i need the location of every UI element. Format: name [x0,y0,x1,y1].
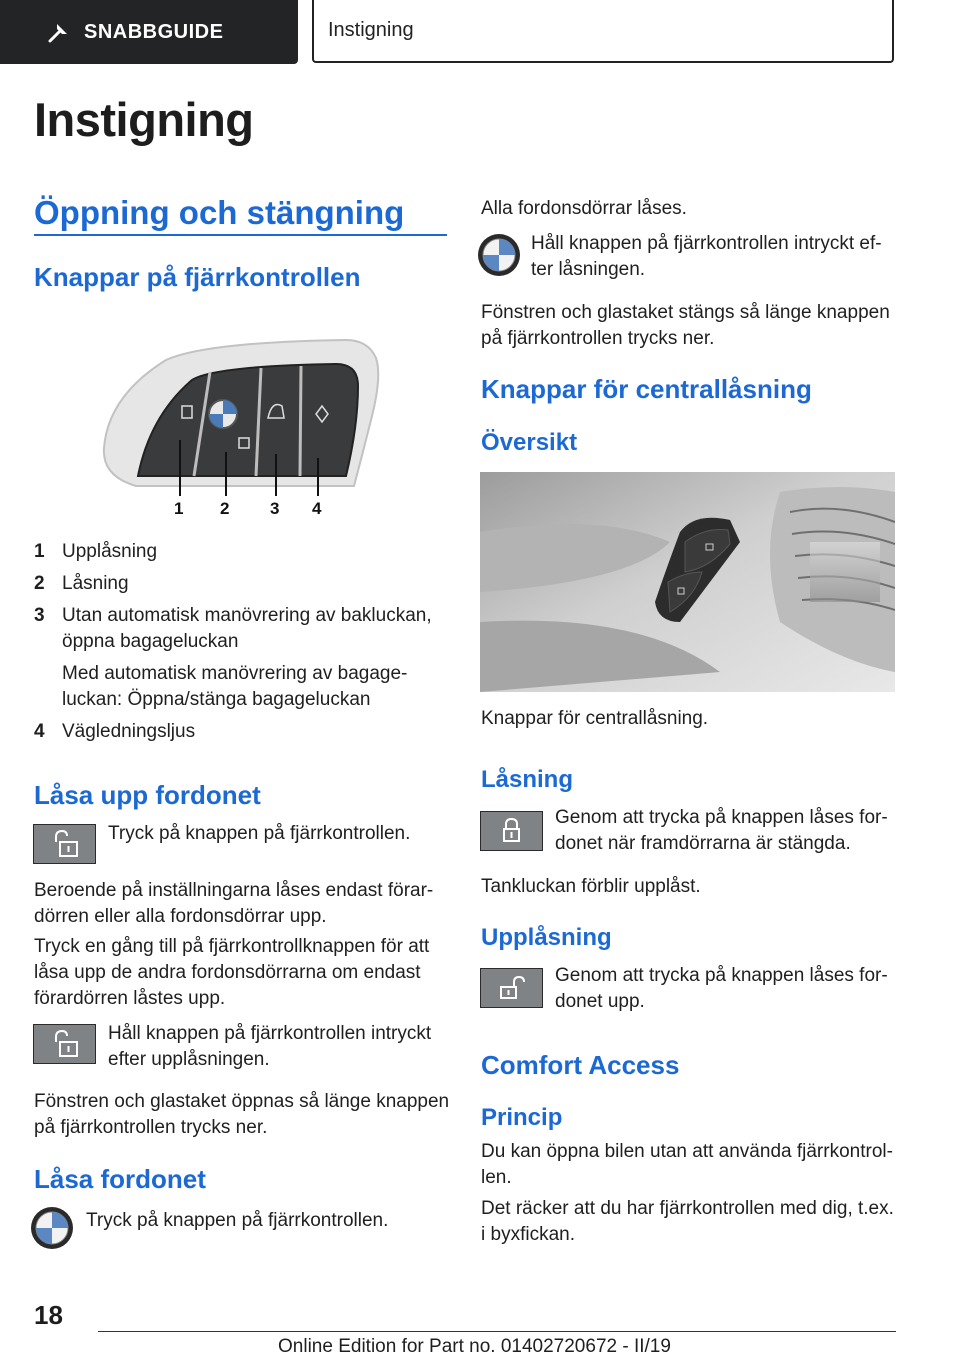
heading-locking: Låsning [481,766,574,793]
lock-windows-line-1: Fönstren och glastaket stängs så länge knappen [481,302,890,323]
lock-hold-line-1: Håll knappen på fjärrkontrollen intryckt ef- [531,233,882,254]
heading-unlocking: Upplåsning [481,924,612,951]
unlock-hold-line-1: Håll knappen på fjärrkontrollen intryckt [108,1023,432,1044]
photo-caption: Knappar för centrallåsning. [481,708,709,729]
list-item: 3 Utan automatisk manövrering av bakluckan, öppna bagageluckan Med automatisk manövrering av bagage- luckan: Öppna/stänga bagageluckan [34,605,432,710]
list-item: 1 Upplåsning [34,541,158,562]
unlocking-line-2: donet upp. [555,991,645,1012]
quick-guide-label: SNABBGUIDE [84,20,224,43]
lock-press-text: Tryck på knappen på fjärrkontrollen. [86,1210,389,1231]
principle-line-1: Du kan öppna bilen utan att använda fjärrkontrol- [481,1141,893,1162]
quick-guide-icon [48,21,70,43]
remote-key-illustration [96,336,386,521]
unlocking-line-1: Genom att trycka på knappen låses for- [555,965,888,986]
unlock-paragraph-2-line-3: förardörren låstes upp. [34,988,226,1009]
heading-lock-vehicle: Låsa fordonet [34,1164,206,1194]
unlock-button-symbol-3 [480,968,543,1008]
lock-all-doors-text: Alla fordonsdörrar låses. [481,198,687,219]
bmw-logo-button-icon [477,233,521,277]
footer-rule [98,1331,896,1332]
footer-edition: Online Edition for Part no. 01402720672 - II/19 [278,1336,671,1357]
lock-icon [481,812,542,850]
unlock-icon [34,825,95,863]
page-number: 18 [34,1300,63,1330]
heading-principle: Princip [481,1104,563,1131]
unlock-windows-line-1: Fönstren och glastaket öppnas så länge knappen [34,1091,450,1112]
callout-2: 2 [220,499,230,518]
heading-comfort-access: Comfort Access [481,1050,680,1080]
principle-line-2: len. [481,1167,512,1188]
section-tab[interactable] [312,0,894,63]
heading-opening-closing: Öppning och stängning [34,194,405,231]
locking-line-1: Genom att trycka på knappen låses for- [555,807,888,828]
heading-rule [34,234,447,236]
callout-3: 3 [270,499,280,518]
section-tab-label: Instigning [328,19,414,41]
quick-guide-tab[interactable] [0,0,298,64]
heading-remote-buttons: Knappar på fjärrkontrollen [34,262,361,292]
bmw-logo-button-icon [30,1206,74,1250]
page-title: Instigning [34,93,254,146]
unlock-paragraph-1-line-2: dörren eller alla fordonsdörrar upp. [34,906,327,927]
list-item: 2 Låsning [34,573,129,594]
door-panel-photo [480,472,895,692]
unlock-icon [481,969,542,1007]
unlock-windows-line-2: på fjärrkontrollen trycks ner. [34,1117,268,1138]
unlock-button-symbol-2 [33,1024,96,1064]
unlock-icon [34,1025,95,1063]
locking-line-2: donet när framdörrarna är stängda. [555,833,851,854]
heading-unlock-vehicle: Låsa upp fordonet [34,780,261,810]
heading-overview: Översikt [481,429,578,456]
remote-button-list [34,539,454,745]
lock-button-symbol [480,811,543,851]
principle2-line-2: i byxfickan. [481,1224,575,1245]
fuel-flap-text: Tankluckan förblir upplåst. [481,876,701,897]
callout-1: 1 [174,499,184,518]
lock-hold-line-2: ter låsningen. [531,259,646,280]
unlock-paragraph-2-line-1: Tryck en gång till på fjärrkontrollknappen för att [34,936,430,957]
lock-windows-line-2: på fjärrkontrollen trycks ner. [481,328,715,349]
unlock-press-text: Tryck på knappen på fjärrkontrollen. [108,823,411,844]
unlock-hold-line-2: efter upplåsningen. [108,1049,270,1070]
principle2-line-1: Det räcker att du har fjärrkontrollen med dig, t.ex. [481,1198,894,1219]
list-item: 4 Vägledningsljus [34,721,196,742]
heading-central-locking: Knappar för centrallåsning [481,374,812,404]
unlock-paragraph-1-line-1: Beroende på inställningarna låses endast förar- [34,880,434,901]
unlock-button-symbol [33,824,96,864]
callout-4: 4 [312,499,322,518]
unlock-paragraph-2-line-2: låsa upp de andra fordonsdörrarna om endast [34,962,421,983]
